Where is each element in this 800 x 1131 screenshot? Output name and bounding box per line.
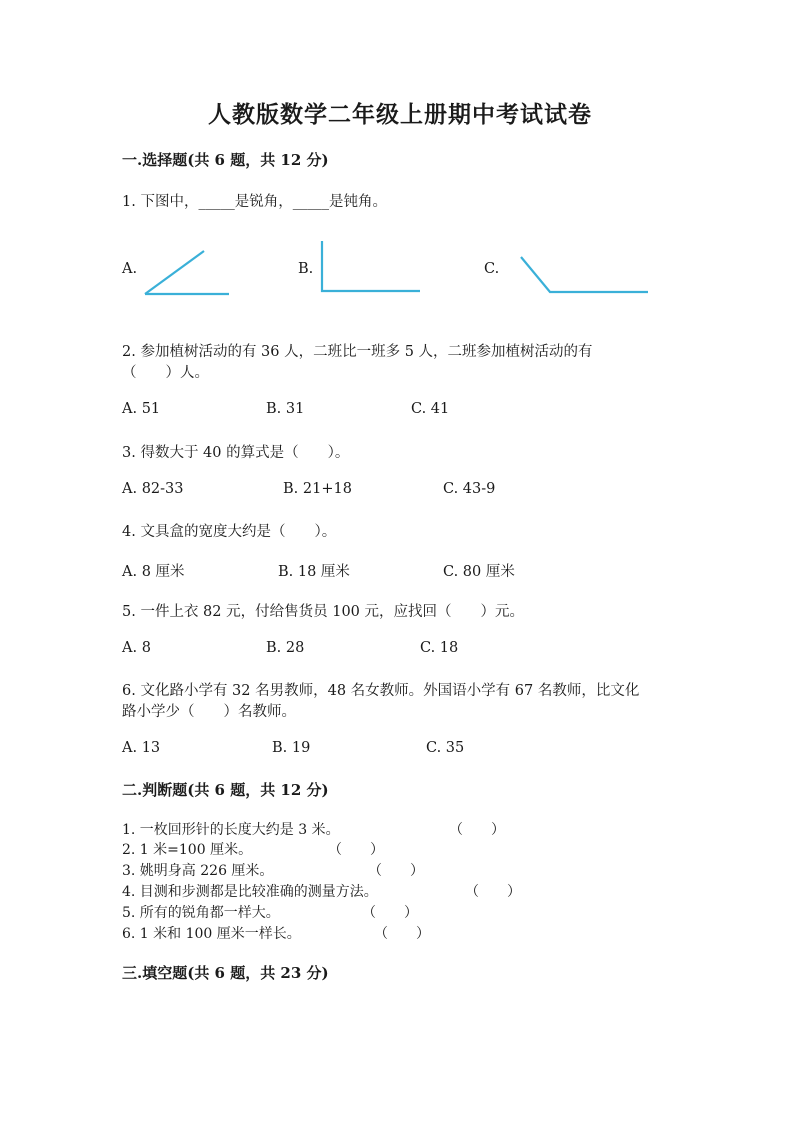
question-6-line-1: 6. 文化路小学有 32 名男教师，48 名女教师。外国语小学有 67 名教师，比文化 — [122, 683, 640, 699]
judge-4-blank: （ ） — [465, 884, 521, 900]
option-4c: C. 80 厘米 — [443, 564, 515, 580]
option-5c: C. 18 — [420, 640, 459, 656]
section-heading-choice: 一.选择题(共 6 题，共 12 分) — [122, 151, 329, 169]
option-3b: B. 21+18 — [283, 481, 352, 497]
judge-2-blank: （ ） — [328, 842, 384, 858]
option-2a: A. 51 — [122, 401, 161, 417]
option-3c: C. 43-9 — [443, 481, 496, 497]
option-1b-label: B. — [298, 261, 314, 277]
option-4a: A. 8 厘米 — [122, 564, 185, 580]
option-4b: B. 18 厘米 — [278, 564, 350, 580]
judge-4: 4. 目测和步测都是比较准确的测量方法。 — [122, 884, 378, 900]
option-2c: C. 41 — [411, 401, 450, 417]
angle-b-right — [322, 241, 420, 291]
question-2-line-1: 2. 参加植树活动的有 36 人，二班比一班多 5 人，二班参加植树活动的有 — [122, 344, 593, 360]
option-6c: C. 35 — [426, 740, 465, 756]
section-heading-fill: 三.填空题(共 6 题，共 23 分) — [122, 964, 329, 982]
judge-3: 3. 姚明身高 226 厘米。 — [122, 863, 274, 879]
judge-3-blank: （ ） — [368, 863, 424, 879]
judge-1-blank: （ ） — [449, 822, 505, 838]
question-4: 4. 文具盒的宽度大约是（ ）。 — [122, 524, 337, 540]
question-6-line-2: 路小学少（ ）名教师。 — [122, 704, 296, 720]
question-5: 5. 一件上衣 82 元，付给售货员 100 元，应找回（ ）元。 — [122, 604, 525, 620]
option-2b: B. 31 — [266, 401, 305, 417]
option-5b: B. 28 — [266, 640, 305, 656]
judge-6: 6. 1 米和 100 厘米一样长。 — [122, 926, 301, 942]
option-6a: A. 13 — [122, 740, 161, 756]
page-title: 人教版数学二年级上册期中考试试卷 — [208, 101, 592, 128]
option-1c-label: C. — [484, 261, 500, 277]
option-5a: A. 8 — [122, 640, 151, 656]
section-heading-judge: 二.判断题(共 6 题，共 12 分) — [122, 781, 329, 799]
judge-2: 2. 1 米=100 厘米。 — [122, 842, 253, 858]
judge-1: 1. 一枚回形针的长度大约是 3 米。 — [122, 822, 340, 838]
option-6b: B. 19 — [272, 740, 311, 756]
judge-6-blank: （ ） — [374, 926, 430, 942]
angle-a-acute — [145, 251, 229, 294]
option-3a: A. 82-33 — [122, 481, 184, 497]
question-3: 3. 得数大于 40 的算式是（ ）。 — [122, 445, 350, 461]
question-1: 1. 下图中，_____是锐角，_____是钝角。 — [122, 194, 387, 210]
question-2-line-2: （ ）人。 — [122, 365, 209, 381]
judge-5: 5. 所有的锐角都一样大。 — [122, 905, 280, 921]
angle-c-obtuse — [521, 257, 648, 292]
option-1a-label: A. — [122, 261, 138, 277]
judge-5-blank: （ ） — [362, 905, 418, 921]
